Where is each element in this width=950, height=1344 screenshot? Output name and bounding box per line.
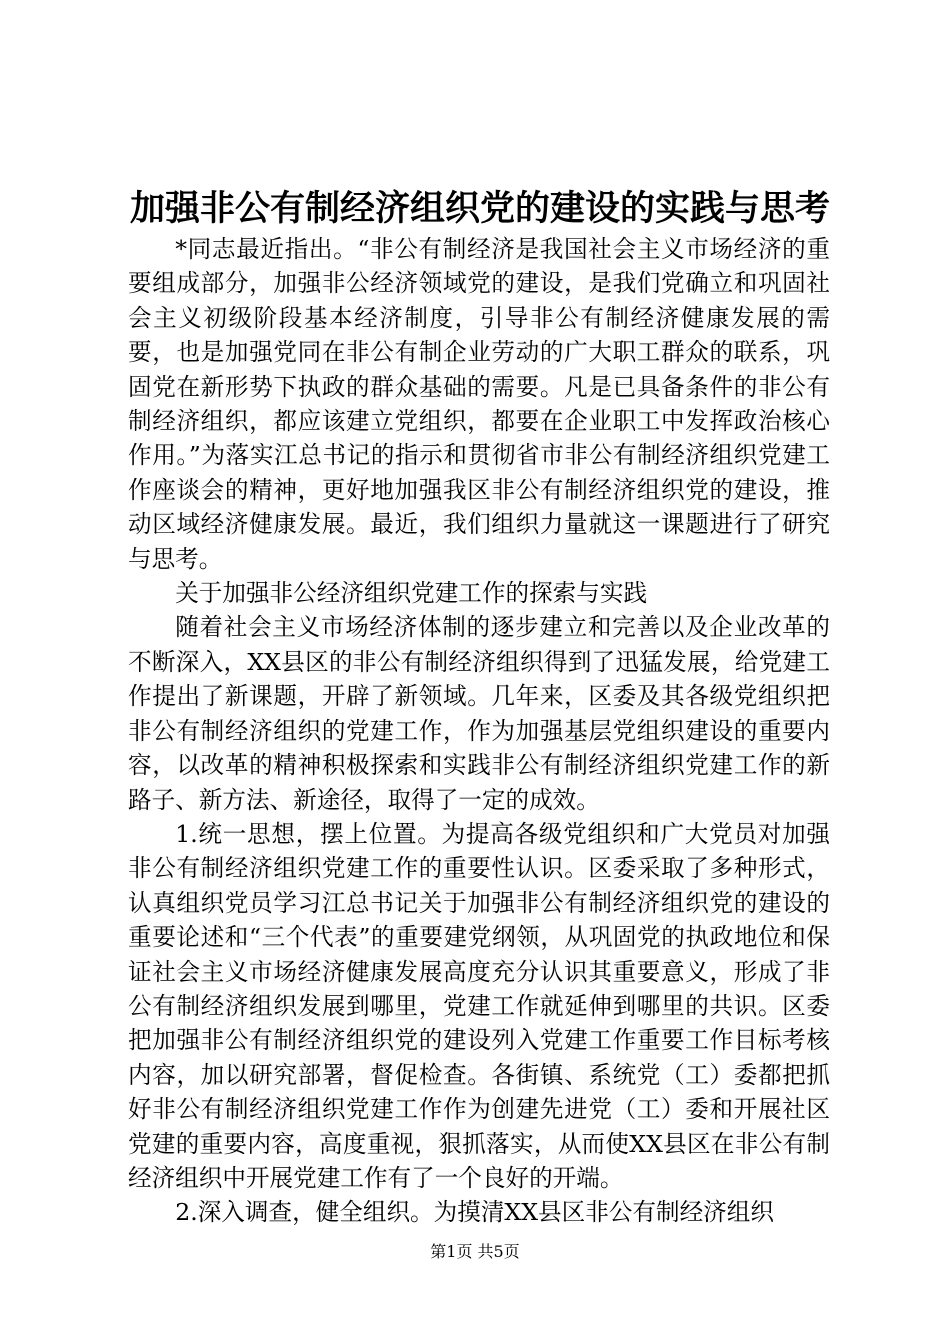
paragraph-intro: *同志最近指出。“非公有制经济是我国社会主义市场经济的重要组成部分，加强非公经济领域党的建设，是我们党确立和巩固社会主义初级阶段基本经济制度，引导非公有制经济健康发展的需要，也是加强党同在非公有制企业劳动的广大职工群众的联系，巩固党在新形势下执政的群众基础的需要。凡是已具备条件的非公有制经济组织，都应该建立党组织，都要在企业职工中发挥政治核心作用。”为落实江总书记的指示和贯彻省市非公有制经济组织党建工作座谈会的精神，更好地加强我区非公有制经济组织党的建设，推动区域经济健康发展。最近，我们组织力量就这一课题进行了研究与思考。: [128, 235, 830, 573]
document-body: [128, 232, 830, 1230]
section-heading: 关于加强非公经济组织党建工作的探索与实践: [175, 579, 648, 608]
page-footer: 第1页 共5页: [430, 1242, 520, 1261]
paragraph-background: 随着社会主义市场经济体制的逐步建立和完善以及企业改革的不断深入，XX县区的非公有制经济组织得到了迅猛发展，给党建工作提出了新课题，开辟了新领域。几年来，区委及其各级党组织把非公有制经济组织的党建工作，作为加强基层党组织建设的重要内容，以改革的精神积极探索和实践非公有制经济组织党建工作的新路子、新方法、新途径，取得了一定的成效。: [128, 613, 830, 814]
paragraph-point-2: 2.深入调查，健全组织。为摸清XX县区非公有制经济组织: [175, 1198, 774, 1227]
paragraph-point-1: 1.统一思想，摆上位置。为提高各级党组织和广大党员对加强非公有制经济组织党建工作的重要性认识。区委采取了多种形式，认真组织党员学习江总书记关于加强非公有制经济组织党的建设的重要论述和“三个代表”的重要建党纲领，从巩固党的执政地位和保证社会主义市场经济健康发展高度充分认识其重要意义，形成了非公有制经济组织发展到哪里，党建工作就延伸到哪里的共识。区委把加强非公有制经济组织党的建设列入党建工作重要工作目标考核内容，加以研究部署，督促检查。各街镇、系统党（工）委都把抓好非公有制经济组织党建工作作为创建先进党（工）委和开展社区党建的重要内容，高度重视，狠抓落实，从而使XX县区在非公有制经济组织中开展党建工作有了一个良好的开端。: [128, 819, 830, 1192]
document-title: 加强非公有制经济组织党的建设的实践与思考: [129, 188, 830, 229]
